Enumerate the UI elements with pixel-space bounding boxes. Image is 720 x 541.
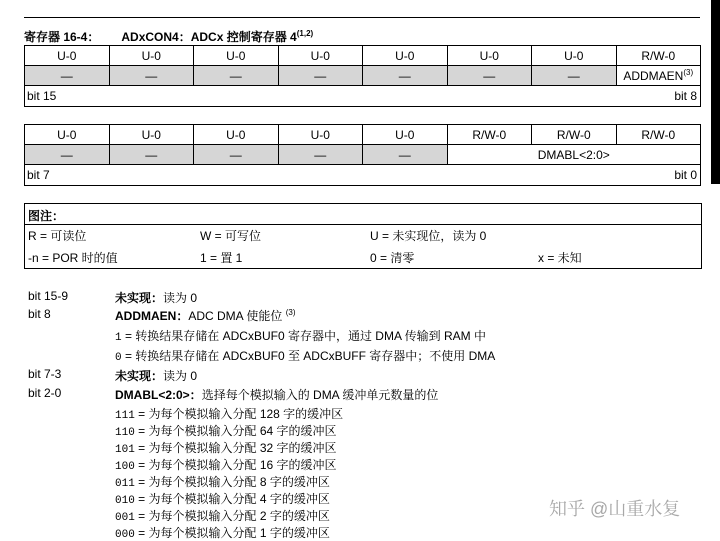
bit-cell: — [532, 66, 617, 86]
bit-option: 000 = 为每个模拟输入分配 1 字的缓冲区 [115, 526, 330, 541]
access-cell: U-0 [109, 46, 194, 66]
register-title [24, 28, 313, 45]
bit-left: bit 15 [27, 89, 57, 103]
bit-option: 001 = 为每个模拟输入分配 2 字的缓冲区 [115, 509, 330, 524]
access-cell: U-0 [278, 46, 363, 66]
legend-item: -n = POR 时的值 [28, 251, 118, 265]
legend-item: 0 = 清零 [370, 251, 415, 265]
legend-item: 1 = 置 1 [200, 251, 243, 265]
access-cell: U-0 [194, 125, 279, 145]
bit-option: 100 = 为每个模拟输入分配 16 字的缓冲区 [115, 458, 337, 473]
bit-option: 011 = 为每个模拟输入分配 8 字的缓冲区 [115, 475, 330, 490]
watermark: 知乎 @山重水复 [549, 499, 681, 519]
legend-box [24, 203, 702, 269]
access-cell: U-0 [194, 46, 279, 66]
bit-option: 111 = 为每个模拟输入分配 128 字的缓冲区 [115, 407, 344, 422]
access-cell: R/W-0 [616, 125, 701, 145]
bit-right: bit 0 [674, 168, 697, 182]
bit-label: bit 7-3 [28, 367, 62, 381]
page-side-tab [711, 0, 720, 184]
bit-description: DMABL<2:0>：选择每个模拟输入的 DMA 缓冲单元数量的位 [115, 388, 439, 402]
access-row [25, 125, 701, 145]
addmaen-cell: ADDMAEN$^{(3)}$ [616, 66, 701, 86]
bit-name-row [25, 66, 701, 86]
access-cell: U-0 [25, 125, 110, 145]
access-cell: U-0 [363, 46, 448, 66]
bit-cell: — [363, 66, 448, 86]
bit-cell: — [109, 145, 194, 165]
bit-option: 1 = 转换结果存储在 ADCxBUF0 寄存器中，通过 DMA 传输到 RAM 中 [115, 329, 486, 344]
access-cell: U-0 [25, 46, 110, 66]
bit-cell: — [109, 66, 194, 86]
bit-label: bit 8 [28, 307, 51, 321]
bit-number-row [25, 165, 701, 186]
access-cell: U-0 [109, 125, 194, 145]
bit-label: bit 2-0 [28, 386, 62, 400]
bit-description: ADDMAEN：ADC DMA 使能位 $^{(3)}$ [115, 308, 296, 323]
legend-item: x = 未知 [538, 251, 582, 265]
bit-cell: — [25, 145, 110, 165]
bit-label: bit 15-9 [28, 289, 69, 303]
legend-header [25, 204, 701, 225]
bit-cell: — [278, 145, 363, 165]
bit-cell: — [363, 145, 448, 165]
bit-right: bit 8 [674, 89, 697, 103]
access-row [25, 46, 701, 66]
access-cell: U-0 [363, 125, 448, 145]
bit-cell: — [194, 145, 279, 165]
legend-item: R = 可读位 [28, 229, 87, 243]
legend-title: 图注： [28, 209, 65, 223]
access-cell: R/W-0 [447, 125, 532, 145]
register-number: 寄存器 16-4： [24, 30, 100, 44]
bit-left: bit 7 [27, 168, 50, 182]
dmabl-cell: DMABL<2:0> [447, 145, 701, 165]
legend-item: W = 可写位 [200, 229, 262, 243]
bit-cell: — [194, 66, 279, 86]
bit-description: 未实现：读为 0 [115, 291, 198, 305]
bit-option: 0 = 转换结果存储在 ADCxBUF0 至 ADCxBUFF 寄存器中；不使用 DMA [115, 349, 496, 364]
access-cell: U-0 [532, 46, 617, 66]
register-low-table [24, 124, 701, 186]
bit-cell: — [278, 66, 363, 86]
register-high-table [24, 45, 701, 107]
bit-cell: — [25, 66, 110, 86]
access-cell: U-0 [447, 46, 532, 66]
access-cell: R/W-0 [532, 125, 617, 145]
access-cell: U-0 [278, 125, 363, 145]
top-rule [24, 17, 700, 18]
bit-name-row [25, 145, 701, 165]
register-name: ADxCON4：ADCx 控制寄存器 4 [121, 30, 297, 44]
register-title-note: (1,2) [296, 29, 314, 38]
bit-cell: — [447, 66, 532, 86]
bit-number-row [25, 86, 701, 107]
bit-option: 101 = 为每个模拟输入分配 32 字的缓冲区 [115, 441, 337, 456]
bit-option: 110 = 为每个模拟输入分配 64 字的缓冲区 [115, 424, 337, 439]
bit-range [25, 86, 701, 107]
legend-item: U = 未实现位，读为 0 [370, 229, 487, 243]
bit-description: 未实现：读为 0 [115, 369, 198, 383]
bit-option: 010 = 为每个模拟输入分配 4 字的缓冲区 [115, 492, 330, 507]
bit-range [25, 165, 701, 186]
access-cell: R/W-0 [616, 46, 701, 66]
